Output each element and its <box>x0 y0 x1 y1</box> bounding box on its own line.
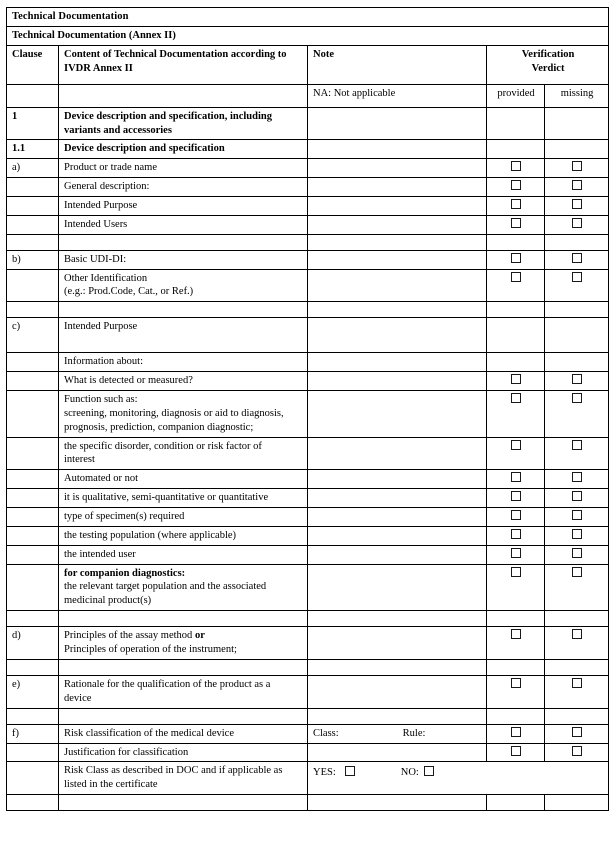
header-clause: Clause <box>7 45 59 84</box>
row-note[interactable] <box>308 743 487 762</box>
checkbox-icon[interactable] <box>511 199 521 209</box>
verdict-provided-checkbox[interactable] <box>487 437 545 470</box>
spacer-content <box>59 659 308 675</box>
row-note[interactable] <box>308 353 487 372</box>
checkbox-icon[interactable] <box>511 272 521 282</box>
row-content <box>59 269 308 302</box>
row-clause <box>7 437 59 470</box>
checkbox-icon[interactable] <box>572 472 582 482</box>
verdict-provided-checkbox[interactable] <box>487 564 545 611</box>
row-content <box>59 627 308 660</box>
verdict-provided-checkbox[interactable] <box>487 627 545 660</box>
row-content-line: medicinal product(s) <box>64 595 152 607</box>
table-row <box>7 107 609 140</box>
row-content-line: (e.g.: Prod.Code, Cat., or Ref.) <box>64 286 194 298</box>
checkbox-icon[interactable] <box>572 199 582 209</box>
table-row <box>7 762 609 795</box>
verdict-missing-checkbox[interactable] <box>545 627 609 660</box>
verdict-missing-checkbox[interactable] <box>545 372 609 391</box>
verdict-missing-blank <box>545 140 609 159</box>
verdict-missing-checkbox[interactable] <box>545 437 609 470</box>
row-content <box>59 762 308 795</box>
row-content <box>59 743 308 762</box>
spacer-content <box>59 795 308 811</box>
checkbox-icon[interactable] <box>511 727 521 737</box>
row-clause <box>7 470 59 489</box>
verdict-missing-checkbox[interactable] <box>545 391 609 438</box>
row-note[interactable] <box>308 470 487 489</box>
row-note[interactable] <box>308 526 487 545</box>
table-row <box>7 675 609 708</box>
row-content-line: Justification for classification <box>64 746 189 758</box>
checkbox-icon[interactable] <box>511 180 521 190</box>
row-note[interactable] <box>308 391 487 438</box>
row-content <box>59 437 308 470</box>
row-clause: a) <box>7 159 59 178</box>
row-content <box>59 489 308 508</box>
checkbox-icon-yes[interactable] <box>345 766 355 776</box>
verdict-provided-checkbox[interactable] <box>487 197 545 216</box>
row-content <box>59 508 308 527</box>
row-content <box>59 159 308 178</box>
table-row <box>7 724 609 743</box>
row-note[interactable] <box>308 627 487 660</box>
row-content-line: What is detected or measured? <box>64 375 193 387</box>
checkbox-icon[interactable] <box>511 253 521 263</box>
row-clause <box>7 269 59 302</box>
checkbox-icon[interactable] <box>572 161 582 171</box>
row-content <box>59 545 308 564</box>
row-clause: c) <box>7 318 59 353</box>
row-content <box>59 318 308 353</box>
verdict-provided-checkbox[interactable] <box>487 675 545 708</box>
row-content-line: the testing population (where applicable) <box>64 529 237 541</box>
row-content-line: Principles of operation of the instrument; <box>64 644 237 656</box>
verdict-provided-blank <box>487 107 545 140</box>
header-content-line1: Content of Technical Documentation according to <box>64 48 287 60</box>
verdict-missing-checkbox[interactable] <box>545 250 609 269</box>
row-note[interactable] <box>308 489 487 508</box>
row-clause: e) <box>7 675 59 708</box>
row-clause: 1.1 <box>7 140 59 159</box>
row-content <box>59 140 308 159</box>
verdict-missing-blank <box>545 318 609 353</box>
row-content-line: Risk Class as described in DOC and if applicable as <box>64 765 283 777</box>
row-content <box>59 372 308 391</box>
spacer-row <box>7 795 609 811</box>
verdict-missing-blank <box>545 353 609 372</box>
row-content <box>59 250 308 269</box>
verdict-provided-checkbox[interactable] <box>487 372 545 391</box>
spacer-note <box>308 302 487 318</box>
table-row <box>7 470 609 489</box>
row-note[interactable] <box>308 215 487 234</box>
spacer-content <box>59 234 308 250</box>
header-note: Note <box>308 45 487 84</box>
row-content-line: the specific disorder, condition or risk factor of <box>64 440 262 452</box>
row-content-line: Risk classification of the medical device <box>64 727 234 739</box>
checkbox-icon[interactable] <box>511 746 521 756</box>
spacer-row <box>7 611 609 627</box>
row-content-emphasis: or <box>194 630 205 642</box>
row-clause <box>7 197 59 216</box>
verdict-missing-checkbox[interactable] <box>545 743 609 762</box>
row-note[interactable] <box>308 437 487 470</box>
row-content-line: for companion diagnostics: <box>64 567 186 579</box>
row-content-line: Device description and specification, including <box>64 110 272 122</box>
header-content <box>59 45 308 84</box>
legend-provided: provided <box>487 84 545 107</box>
row-note[interactable] <box>308 159 487 178</box>
verdict-provided-blank <box>487 140 545 159</box>
row-note[interactable] <box>308 197 487 216</box>
row-content-line: General description: <box>64 181 150 193</box>
checkbox-icon[interactable] <box>511 161 521 171</box>
row-note-yesno[interactable] <box>308 762 609 795</box>
checkbox-icon[interactable] <box>572 272 582 282</box>
verdict-provided-checkbox[interactable] <box>487 250 545 269</box>
row-content-line: Device description and specification <box>64 143 225 155</box>
row-clause <box>7 508 59 527</box>
checkbox-icon[interactable] <box>572 629 582 639</box>
spacer-provided <box>487 302 545 318</box>
spacer-content <box>59 708 308 724</box>
row-clause <box>7 762 59 795</box>
yes-label: YES: <box>313 767 336 779</box>
spacer-provided <box>487 659 545 675</box>
row-content <box>59 724 308 743</box>
row-clause <box>7 743 59 762</box>
row-clause <box>7 545 59 564</box>
checkbox-icon[interactable] <box>572 374 582 384</box>
header-verification-verdict <box>487 45 609 84</box>
legend-content-blank <box>59 84 308 107</box>
row-clause <box>7 372 59 391</box>
spacer-provided <box>487 795 545 811</box>
document-title-row <box>7 8 609 27</box>
row-content-line: Other Identification <box>64 272 148 284</box>
checkbox-icon[interactable] <box>511 678 521 688</box>
row-content <box>59 675 308 708</box>
table-row <box>7 197 609 216</box>
legend-na-note: NA: Not applicable <box>308 84 487 107</box>
spacer-clause <box>7 795 59 811</box>
checkbox-icon[interactable] <box>511 529 521 539</box>
spacer-missing <box>545 611 609 627</box>
spacer-note <box>308 708 487 724</box>
checkbox-icon[interactable] <box>572 548 582 558</box>
checkbox-icon[interactable] <box>572 727 582 737</box>
row-clause: b) <box>7 250 59 269</box>
table-row <box>7 318 609 353</box>
row-content-line: device <box>64 692 92 704</box>
verdict-provided-checkbox[interactable] <box>487 489 545 508</box>
page-title: Technical Documentation <box>7 8 609 27</box>
verdict-missing-checkbox[interactable] <box>545 215 609 234</box>
row-note[interactable] <box>308 675 487 708</box>
spacer-clause <box>7 611 59 627</box>
row-content-line: Information about: <box>64 356 144 368</box>
row-clause <box>7 391 59 438</box>
row-content <box>59 470 308 489</box>
row-content <box>59 107 308 140</box>
row-note[interactable] <box>308 269 487 302</box>
row-clause: d) <box>7 627 59 660</box>
checkbox-icon[interactable] <box>572 678 582 688</box>
row-content-line: it is qualitative, semi-quantitative or quantitative <box>64 492 269 504</box>
row-content <box>59 353 308 372</box>
row-content <box>59 526 308 545</box>
verdict-missing-checkbox[interactable] <box>545 178 609 197</box>
checkbox-icon[interactable] <box>572 218 582 228</box>
row-clause <box>7 564 59 611</box>
spacer-clause <box>7 659 59 675</box>
checkbox-icon[interactable] <box>511 491 521 501</box>
table-row <box>7 564 609 611</box>
legend-row <box>7 84 609 107</box>
row-note[interactable] <box>308 508 487 527</box>
checkbox-icon[interactable] <box>572 491 582 501</box>
verdict-missing-checkbox[interactable] <box>545 564 609 611</box>
spacer-clause <box>7 302 59 318</box>
row-content <box>59 564 308 611</box>
table-row <box>7 627 609 660</box>
row-clause <box>7 178 59 197</box>
checkbox-icon[interactable] <box>572 393 582 403</box>
row-note[interactable] <box>308 318 487 353</box>
verdict-missing-checkbox[interactable] <box>545 159 609 178</box>
row-content-line: Basic UDI-DI: <box>64 253 127 265</box>
row-content <box>59 215 308 234</box>
spacer-missing <box>545 795 609 811</box>
row-clause: 1 <box>7 107 59 140</box>
table-row <box>7 437 609 470</box>
spacer-row <box>7 659 609 675</box>
spacer-provided <box>487 234 545 250</box>
rule-label: Rule: <box>402 727 426 739</box>
spacer-provided <box>487 611 545 627</box>
spacer-missing <box>545 234 609 250</box>
checkbox-icon[interactable] <box>511 629 521 639</box>
checkbox-icon[interactable] <box>572 510 582 520</box>
verdict-provided-checkbox[interactable] <box>487 545 545 564</box>
verdict-provided-checkbox[interactable] <box>487 526 545 545</box>
row-clause: f) <box>7 724 59 743</box>
table-row <box>7 140 609 159</box>
table-row <box>7 159 609 178</box>
table-row <box>7 372 609 391</box>
document-subtitle-row <box>7 26 609 45</box>
row-content-line: Automated or not <box>64 473 139 485</box>
verdict-provided-checkbox[interactable] <box>487 470 545 489</box>
checkbox-icon-no[interactable] <box>424 766 434 776</box>
verdict-missing-checkbox[interactable] <box>545 545 609 564</box>
spacer-content <box>59 302 308 318</box>
verdict-missing-checkbox[interactable] <box>545 724 609 743</box>
row-clause <box>7 489 59 508</box>
table-row <box>7 250 609 269</box>
verdict-missing-checkbox[interactable] <box>545 470 609 489</box>
verdict-provided-checkbox[interactable] <box>487 215 545 234</box>
spacer-missing <box>545 659 609 675</box>
row-note[interactable] <box>308 178 487 197</box>
table-row <box>7 178 609 197</box>
verdict-missing-checkbox[interactable] <box>545 508 609 527</box>
row-note[interactable] <box>308 545 487 564</box>
header-verification-line2: Verdict <box>531 62 565 74</box>
spacer-clause <box>7 708 59 724</box>
row-content-line: Principles of the assay method or <box>64 630 205 642</box>
table-row <box>7 269 609 302</box>
row-content-line: Product or trade name <box>64 162 158 174</box>
row-note[interactable] <box>308 724 487 743</box>
row-content-line: the intended user <box>64 548 136 560</box>
row-note[interactable] <box>308 140 487 159</box>
verdict-provided-checkbox[interactable] <box>487 159 545 178</box>
table-row <box>7 353 609 372</box>
verdict-provided-checkbox[interactable] <box>487 743 545 762</box>
checkbox-icon[interactable] <box>511 567 521 577</box>
verdict-provided-checkbox[interactable] <box>487 178 545 197</box>
checkbox-icon[interactable] <box>511 548 521 558</box>
table-row <box>7 508 609 527</box>
spacer-clause <box>7 234 59 250</box>
row-content-line: Intended Purpose <box>64 321 138 333</box>
row-content-line: variants and accessories <box>64 124 172 136</box>
checkbox-icon[interactable] <box>511 440 521 450</box>
spacer-note <box>308 611 487 627</box>
checkbox-icon[interactable] <box>511 374 521 384</box>
technical-documentation-table <box>6 7 609 811</box>
no-label: NO: <box>400 767 419 779</box>
row-content <box>59 178 308 197</box>
spacer-note <box>308 234 487 250</box>
row-content-line: screening, monitoring, diagnosis or aid to diagnosis, <box>64 407 284 419</box>
row-content-line: Rationale for the qualification of the product as a <box>64 678 271 690</box>
checkbox-icon[interactable] <box>572 567 582 577</box>
verdict-missing-checkbox[interactable] <box>545 526 609 545</box>
spacer-row <box>7 234 609 250</box>
verdict-missing-checkbox[interactable] <box>545 675 609 708</box>
verdict-missing-blank <box>545 107 609 140</box>
row-clause <box>7 526 59 545</box>
verdict-missing-checkbox[interactable] <box>545 489 609 508</box>
header-verification-line1: Verification <box>521 48 575 60</box>
column-header-row <box>7 45 609 84</box>
spacer-row <box>7 708 609 724</box>
spacer-missing <box>545 302 609 318</box>
verdict-provided-checkbox[interactable] <box>487 724 545 743</box>
legend-clause-blank <box>7 84 59 107</box>
row-note[interactable] <box>308 372 487 391</box>
checkbox-icon[interactable] <box>511 218 521 228</box>
verdict-provided-blank <box>487 353 545 372</box>
table-row <box>7 545 609 564</box>
checkbox-icon[interactable] <box>572 253 582 263</box>
table-row <box>7 391 609 438</box>
row-content <box>59 391 308 438</box>
checkbox-icon[interactable] <box>572 746 582 756</box>
row-content-line: Function such as: <box>64 394 138 406</box>
table-row <box>7 215 609 234</box>
spacer-row <box>7 302 609 318</box>
table-row <box>7 743 609 762</box>
checkbox-icon[interactable] <box>572 529 582 539</box>
checkbox-icon[interactable] <box>511 393 521 403</box>
row-note[interactable] <box>308 250 487 269</box>
page-subtitle: Technical Documentation (Annex II) <box>7 26 609 45</box>
checkbox-icon[interactable] <box>572 180 582 190</box>
verdict-provided-blank <box>487 318 545 353</box>
table-row <box>7 489 609 508</box>
row-content <box>59 197 308 216</box>
spacer-provided <box>487 708 545 724</box>
spacer-missing <box>545 708 609 724</box>
legend-missing: missing <box>545 84 609 107</box>
verdict-provided-checkbox[interactable] <box>487 391 545 438</box>
spacer-note <box>308 795 487 811</box>
row-note[interactable] <box>308 107 487 140</box>
verdict-provided-checkbox[interactable] <box>487 269 545 302</box>
checkbox-icon[interactable] <box>572 440 582 450</box>
verdict-provided-checkbox[interactable] <box>487 508 545 527</box>
row-clause <box>7 215 59 234</box>
row-content-line: Intended Users <box>64 218 128 230</box>
verdict-missing-checkbox[interactable] <box>545 197 609 216</box>
row-content-line: listed in the certificate <box>64 779 158 791</box>
class-label: Class: <box>313 727 339 739</box>
checkbox-icon[interactable] <box>511 510 521 520</box>
row-content-line: Intended Purpose <box>64 200 138 212</box>
row-clause <box>7 353 59 372</box>
row-content-line: the relevant target population and the associated <box>64 581 267 593</box>
header-content-line2: IVDR Annex II <box>64 62 133 74</box>
table-row <box>7 526 609 545</box>
row-content-line: interest <box>64 454 95 466</box>
row-note[interactable] <box>308 564 487 611</box>
verdict-missing-checkbox[interactable] <box>545 269 609 302</box>
row-content-line: type of specimen(s) required <box>64 511 185 523</box>
spacer-note <box>308 659 487 675</box>
checkbox-icon[interactable] <box>511 472 521 482</box>
row-content-line: prognosis, prediction, companion diagnostic; <box>64 421 254 433</box>
spacer-content <box>59 611 308 627</box>
